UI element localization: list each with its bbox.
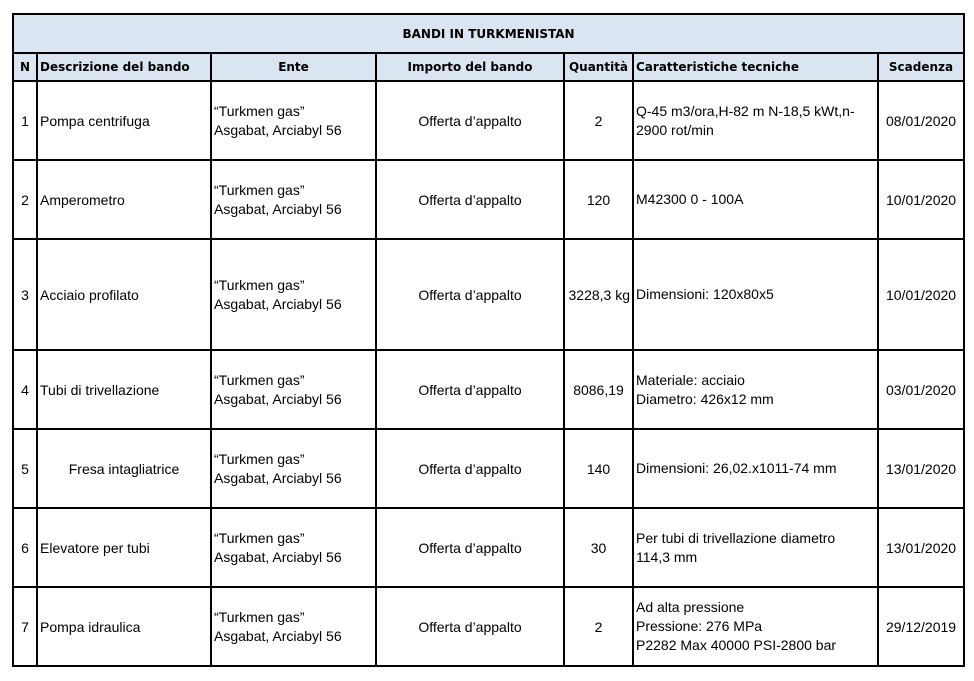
table-row xyxy=(13,160,964,239)
tender-amount: Offerta d’appalto xyxy=(376,81,564,160)
tender-entity-line: “Turkmen gas” xyxy=(214,450,305,467)
tender-quantity: 3228,3 kg xyxy=(564,239,633,350)
tender-entity-line: Asgabat, Arciabyl 56 xyxy=(214,627,342,644)
row-number: 4 xyxy=(13,350,37,429)
tender-entity-line: “Turkmen gas” xyxy=(214,181,305,198)
row-number: 6 xyxy=(13,508,37,587)
tender-entity xyxy=(211,160,376,239)
tender-quantity: 2 xyxy=(564,587,633,666)
tender-entity-line: Asgabat, Arciabyl 56 xyxy=(214,121,342,138)
tender-specs-line: M42300 0 - 100A xyxy=(636,191,744,207)
tender-description: Fresa intagliatrice xyxy=(37,429,211,508)
tender-entity xyxy=(211,429,376,508)
table-row xyxy=(13,350,964,429)
col-header-n: N xyxy=(13,53,37,81)
tender-entity xyxy=(211,350,376,429)
tender-specs-line: 114,3 mm xyxy=(636,548,698,565)
tender-amount: Offerta d’appalto xyxy=(376,350,564,429)
tender-specs-line: Materiale: acciaio xyxy=(636,371,745,388)
tender-specs-line: Ad alta pressione xyxy=(636,599,745,615)
tender-entity-line: Asgabat, Arciabyl 56 xyxy=(214,295,342,312)
tender-entity-line: “Turkmen gas” xyxy=(214,529,305,546)
table-title: BANDI IN TURKMENISTAN xyxy=(13,14,964,53)
tender-amount: Offerta d’appalto xyxy=(376,429,564,508)
tender-entity-line: “Turkmen gas” xyxy=(214,276,305,293)
tender-specs-line: Diametro: 426x12 mm xyxy=(636,390,774,407)
tender-deadline: 08/01/2020 xyxy=(878,81,964,160)
tender-entity-line: Asgabat, Arciabyl 56 xyxy=(214,200,342,217)
tender-specs-line: P2282 Max 40000 PSI-2800 bar xyxy=(636,637,837,653)
tender-specs xyxy=(633,160,878,239)
tender-specs xyxy=(633,239,878,350)
row-number: 3 xyxy=(13,239,37,350)
col-header-caratteristiche: Caratteristiche tecniche xyxy=(633,53,878,81)
tender-specs-line: 2900 rot/min xyxy=(636,121,714,138)
tender-amount: Offerta d’appalto xyxy=(376,587,564,666)
col-header-scadenza: Scadenza xyxy=(878,53,964,81)
table-row xyxy=(13,508,964,587)
col-header-quantita: Quantità xyxy=(564,53,633,81)
table-row xyxy=(13,587,964,666)
tender-description: Tubi di trivellazione xyxy=(37,350,211,429)
table-row xyxy=(13,81,964,160)
tender-quantity: 120 xyxy=(564,160,633,239)
col-header-ente: Ente xyxy=(211,53,376,81)
table-row xyxy=(13,239,964,350)
tender-quantity: 2 xyxy=(564,81,633,160)
tender-entity xyxy=(211,587,376,666)
tender-description: Pompa centrifuga xyxy=(37,81,211,160)
tender-deadline: 03/01/2020 xyxy=(878,350,964,429)
table-row xyxy=(13,429,964,508)
tender-entity xyxy=(211,508,376,587)
row-number: 1 xyxy=(13,81,37,160)
tender-specs-line: Dimensioni: 26,02.x1011-74 mm xyxy=(636,460,837,476)
tender-entity-line: Asgabat, Arciabyl 56 xyxy=(214,548,342,565)
tender-quantity: 8086,19 xyxy=(564,350,633,429)
tender-amount: Offerta d’appalto xyxy=(376,160,564,239)
tender-deadline: 13/01/2020 xyxy=(878,508,964,587)
tender-entity-line: “Turkmen gas” xyxy=(214,371,305,388)
tender-amount: Offerta d’appalto xyxy=(376,508,564,587)
row-number: 5 xyxy=(13,429,37,508)
tender-entity-line: “Turkmen gas” xyxy=(214,608,305,625)
row-number: 7 xyxy=(13,587,37,666)
tender-quantity: 30 xyxy=(564,508,633,587)
tender-entity xyxy=(211,81,376,160)
tender-deadline: 29/12/2019 xyxy=(878,587,964,666)
tender-entity-line: “Turkmen gas” xyxy=(214,102,305,119)
tender-specs xyxy=(633,429,878,508)
tender-deadline: 13/01/2020 xyxy=(878,429,964,508)
row-number: 2 xyxy=(13,160,37,239)
tender-description: Amperometro xyxy=(37,160,211,239)
tender-description: Acciaio profilato xyxy=(37,239,211,350)
tender-specs-line: Pressione: 276 MPa xyxy=(636,618,763,634)
col-header-descrizione: Descrizione del bando xyxy=(37,53,211,81)
tender-quantity: 140 xyxy=(564,429,633,508)
tender-entity-line: Asgabat, Arciabyl 56 xyxy=(214,390,342,407)
tender-entity-line: Asgabat, Arciabyl 56 xyxy=(214,469,342,486)
tender-description: Elevatore per tubi xyxy=(37,508,211,587)
tender-specs xyxy=(633,350,878,429)
header-row xyxy=(13,53,964,81)
tender-specs xyxy=(633,81,878,160)
tender-deadline: 10/01/2020 xyxy=(878,239,964,350)
col-header-importo: Importo del bando xyxy=(376,53,564,81)
tender-specs-line: Q-45 m3/ora,H-82 m N-18,5 kWt,n- xyxy=(636,102,855,119)
tenders-table xyxy=(12,13,965,667)
tender-specs-line: Per tubi di trivellazione diametro xyxy=(636,529,836,546)
tender-entity xyxy=(211,239,376,350)
tender-specs xyxy=(633,587,878,666)
tender-specs xyxy=(633,508,878,587)
tender-description: Pompa idraulica xyxy=(37,587,211,666)
tender-amount: Offerta d’appalto xyxy=(376,239,564,350)
tender-specs-line: Dimensioni: 120x80x5 xyxy=(636,286,774,302)
tender-deadline: 10/01/2020 xyxy=(878,160,964,239)
